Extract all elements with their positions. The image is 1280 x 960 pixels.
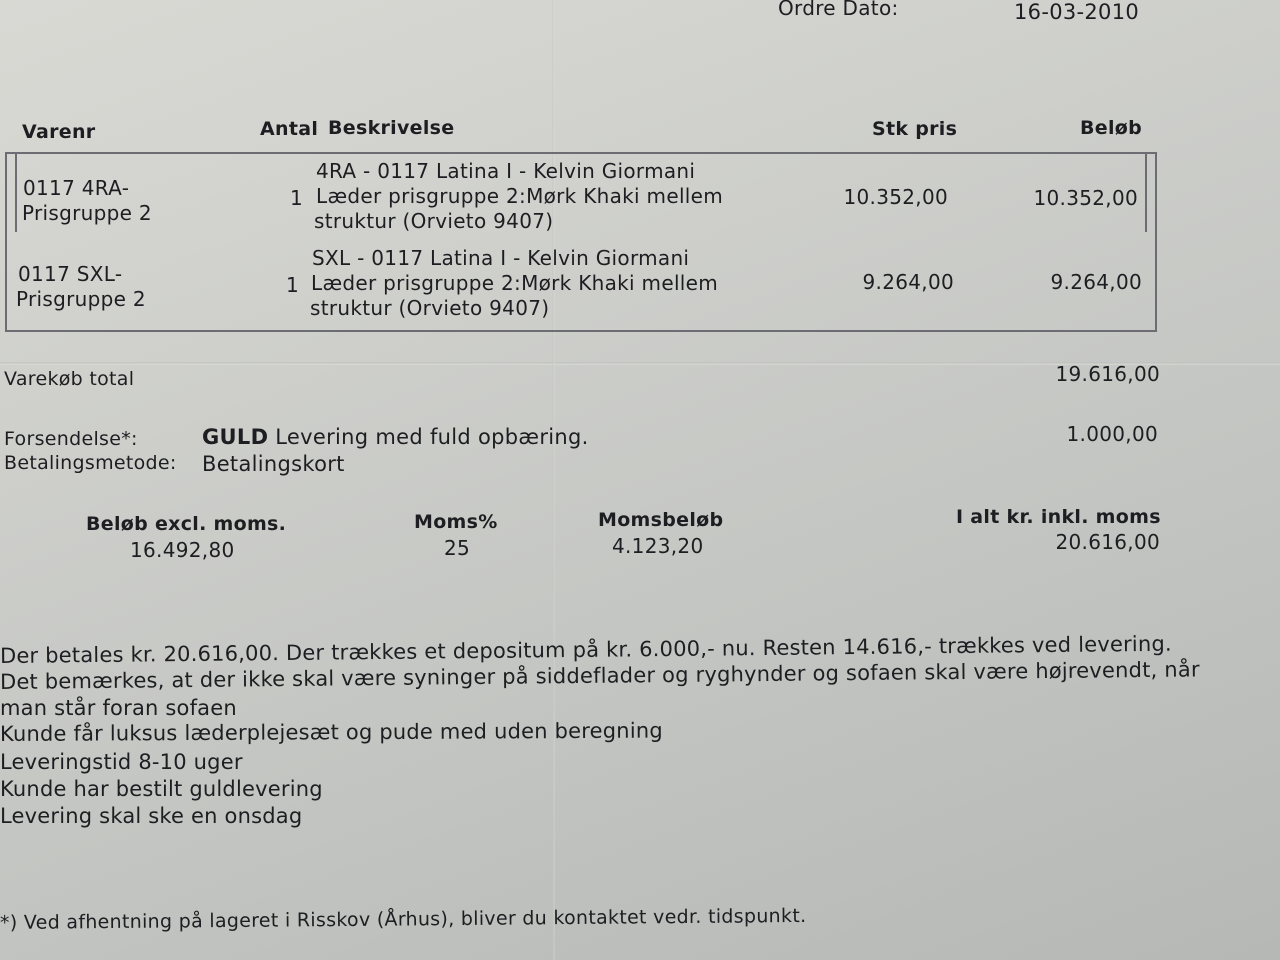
forsendelse-desc: Levering med fuld opbæring. <box>275 425 589 449</box>
order-date: 16-03-2010 <box>1014 0 1140 24</box>
paper-fold-vertical <box>552 0 555 960</box>
forsendelse-label: Forsendelse*: <box>4 428 138 450</box>
row1-desc-3: struktur (Orvieto 9407) <box>314 209 554 233</box>
col-stk-pris: Stk pris <box>872 118 958 140</box>
row1-desc-1: 4RA - 0117 Latina I - Kelvin Giormani <box>316 159 696 183</box>
incl-moms-value: 20.616,00 <box>1055 530 1160 554</box>
row2-varenr-1: 0117 SXL- <box>18 262 123 286</box>
row2-desc-1: SXL - 0117 Latina I - Kelvin Giormani <box>312 246 690 270</box>
col-varenr: Varenr <box>22 121 96 143</box>
momsbeloeb-label: Momsbeløb <box>598 509 724 531</box>
betaling-label: Betalingsmetode: <box>4 452 177 474</box>
row1-beloeb: 10.352,00 <box>1033 186 1138 210</box>
moms-pct-label: Moms% <box>414 511 498 533</box>
note-line: Kunde har bestilt guldlevering <box>0 777 323 801</box>
row2-beloeb: 9.264,00 <box>1050 270 1142 294</box>
note-line: Der betales kr. 20.616,00. Der trækkes et depositum på kr. 6.000,- nu. Resten 14.616,- trækkes ved levering. <box>0 631 1172 668</box>
col-beloeb: Beløb <box>1080 117 1143 139</box>
varekoeb-label: Varekøb total <box>4 368 135 390</box>
moms-pct-value: 25 <box>444 536 471 560</box>
forsendelse-value: 1.000,00 <box>1066 422 1158 446</box>
forsendelse-text <box>202 425 589 449</box>
note-line: Kunde får luksus læderplejesæt og pude med uden beregning <box>0 718 663 746</box>
varekoeb-value: 19.616,00 <box>1055 362 1160 386</box>
row1-varenr-2: Prisgruppe 2 <box>22 201 152 225</box>
excl-moms-value: 16.492,80 <box>130 538 235 562</box>
row1-antal: 1 <box>290 186 304 210</box>
excl-moms-label: Beløb excl. moms. <box>86 513 287 535</box>
col-beskrivelse: Beskrivelse <box>328 117 455 139</box>
momsbeloeb-value: 4.123,20 <box>612 534 704 558</box>
note-line: Levering skal ske en onsdag <box>0 804 303 828</box>
row1-desc-2: Læder prisgruppe 2:Mørk Khaki mellem <box>316 184 724 208</box>
row2-desc-3: struktur (Orvieto 9407) <box>310 296 550 320</box>
row2-stk-pris: 9.264,00 <box>862 270 954 294</box>
row1-stk-pris: 10.352,00 <box>843 185 948 209</box>
forsendelse-bold: GULD <box>202 425 269 449</box>
incl-moms-label: I alt kr. inkl. moms <box>956 506 1161 528</box>
row1-varenr-1: 0117 4RA- <box>23 176 130 200</box>
note-line: Leveringstid 8-10 uger <box>0 750 243 774</box>
row2-desc-2: Læder prisgruppe 2:Mørk Khaki mellem <box>311 271 719 295</box>
col-antal: Antal <box>260 118 319 140</box>
betaling-value: Betalingskort <box>202 452 345 476</box>
footnote: *) Ved afhentning på lageret i Risskov (Århus), bliver du kontaktet vedr. tidspunkt. <box>0 904 807 934</box>
row2-varenr-2: Prisgruppe 2 <box>16 287 146 311</box>
order-date-label: Ordre Dato: <box>778 0 899 20</box>
note-line: man står foran sofaen <box>0 696 237 720</box>
note-line: Det bemærkes, at der ikke skal være syninger på siddeflader og ryghynder og sofaen skal være højrevendt, når <box>0 657 1200 694</box>
row2-antal: 1 <box>286 273 300 297</box>
